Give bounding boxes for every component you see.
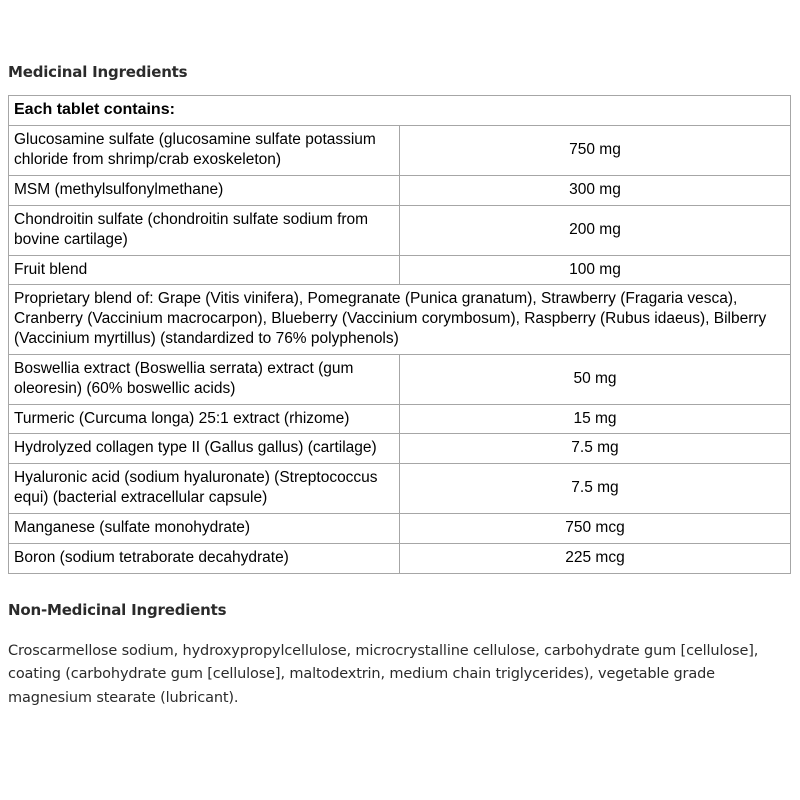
ingredient-name-cell: Chondroitin sulfate (chondroitin sulfate sodium from bovine cartilage) <box>9 205 400 255</box>
ingredient-amount-cell: 200 mg <box>400 205 791 255</box>
ingredient-name-cell: Turmeric (Curcuma longa) 25:1 extract (rhizome) <box>9 404 400 434</box>
ingredient-amount-cell: 15 mg <box>400 404 791 434</box>
ingredient-name-cell: Manganese (sulfate monohydrate) <box>9 513 400 543</box>
ingredient-amount-cell: 100 mg <box>400 255 791 285</box>
ingredient-amount-cell: 750 mg <box>400 126 791 176</box>
table-row <box>9 513 791 543</box>
table-row <box>9 354 791 404</box>
table-header-cell: Each tablet contains: <box>9 96 791 126</box>
table-row <box>9 434 791 464</box>
table-row <box>9 126 791 176</box>
table-row <box>9 464 791 514</box>
non-medicinal-ingredients-heading: Non-Medicinal Ingredients <box>8 601 227 619</box>
table-row <box>9 176 791 206</box>
ingredient-name-cell: Hyaluronic acid (sodium hyaluronate) (Streptococcus equi) (bacterial extracellular capsule) <box>9 464 400 514</box>
table-row <box>9 543 791 573</box>
table-body <box>9 96 791 574</box>
ingredient-amount-cell: 7.5 mg <box>400 434 791 464</box>
ingredient-amount-cell: 225 mcg <box>400 543 791 573</box>
table-header-row <box>9 96 791 126</box>
ingredient-name-cell: Hydrolyzed collagen type II (Gallus gallus) (cartilage) <box>9 434 400 464</box>
table-row <box>9 404 791 434</box>
ingredient-amount-cell: 50 mg <box>400 354 791 404</box>
medicinal-ingredients-heading: Medicinal Ingredients <box>8 63 188 81</box>
ingredient-name-cell: Proprietary blend of: Grape (Vitis vinifera), Pomegranate (Punica granatum), Strawberry (Fragaria vesca), Cranberry (Vaccinium macrocarpon), Blueberry (Vaccinium corymbosum), Raspberry (Rubus idaeus), Bilberry (Vaccinium myrtillus) (standardized to 76% polyphenols) <box>9 285 791 354</box>
ingredient-amount-cell: 300 mg <box>400 176 791 206</box>
ingredient-name-cell: Glucosamine sulfate (glucosamine sulfate potassium chloride from shrimp/crab exoskeleton) <box>9 126 400 176</box>
ingredient-amount-cell: 7.5 mg <box>400 464 791 514</box>
table-row <box>9 205 791 255</box>
non-medicinal-ingredients-body: Croscarmellose sodium, hydroxypropylcellulose, microcrystalline cellulose, carbohydrate gum [cellulose], coating (carbohydrate gum [cellulose], maltodextrin, medium chain triglycerides), vegetable grade magnesium stearate (lubricant). <box>8 643 759 706</box>
table-row <box>9 255 791 285</box>
ingredient-name-cell: Boswellia extract (Boswellia serrata) extract (gum oleoresin) (60% boswellic acids) <box>9 354 400 404</box>
ingredient-name-cell: MSM (methylsulfonylmethane) <box>9 176 400 206</box>
ingredient-amount-cell: 750 mcg <box>400 513 791 543</box>
medicinal-ingredients-table <box>8 95 791 574</box>
table-row <box>9 285 791 354</box>
ingredient-name-cell: Boron (sodium tetraborate decahydrate) <box>9 543 400 573</box>
ingredient-name-cell: Fruit blend <box>9 255 400 285</box>
